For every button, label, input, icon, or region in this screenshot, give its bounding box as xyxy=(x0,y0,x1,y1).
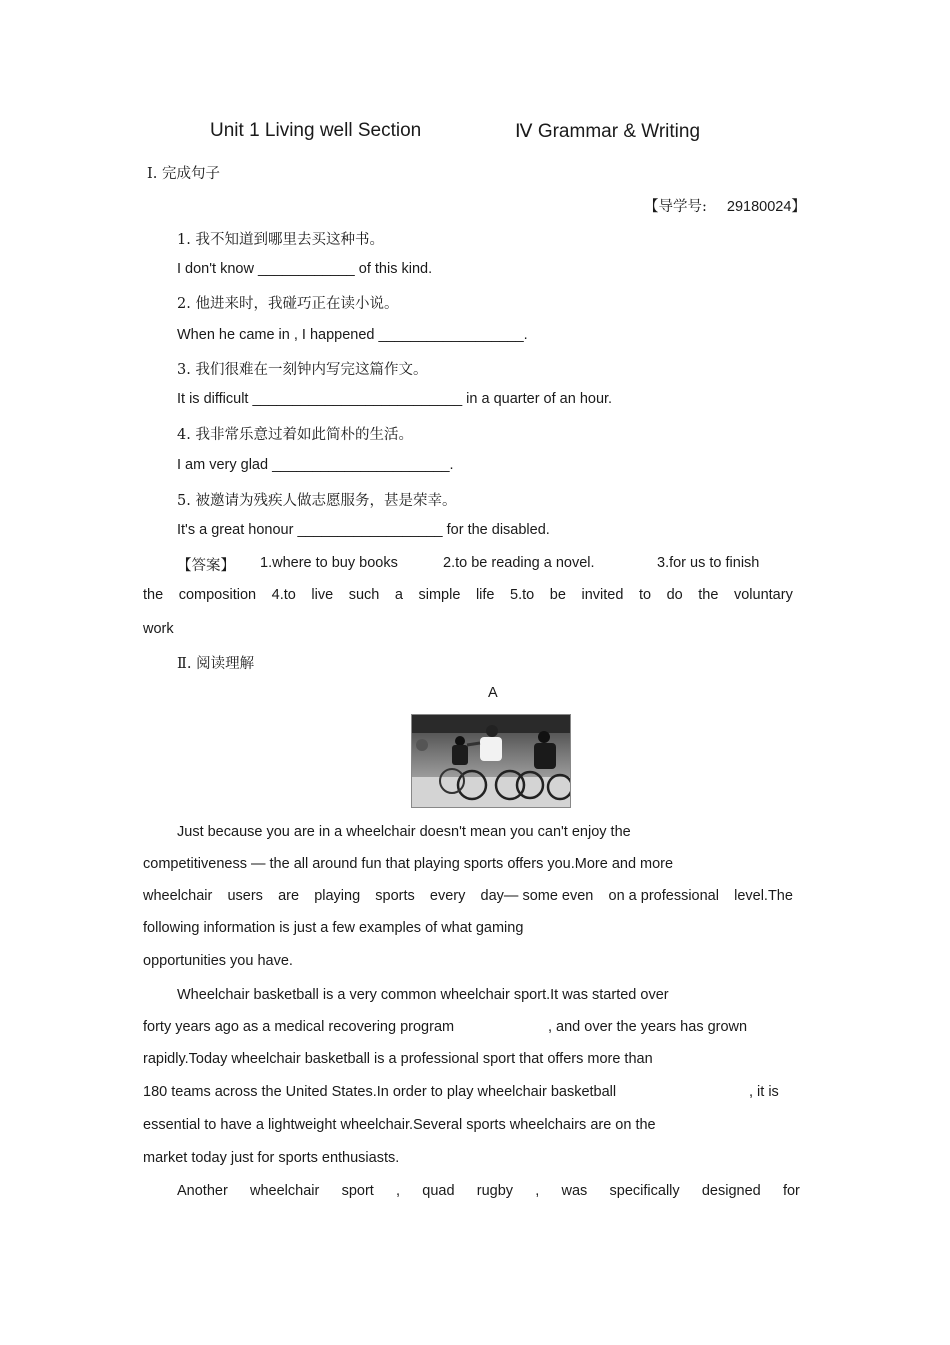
passage-p1-line2: competitiveness — the all around fun that playing sports offers you.More and more xyxy=(143,856,674,872)
exercise-3-english: It is difficult __________________________ in a quarter of an hour. xyxy=(177,391,613,407)
passage-p2-line1: Wheelchair basketball is a very common wheelchair sport.It was started over xyxy=(177,987,669,1003)
passage-word: , xyxy=(396,1183,401,1199)
wheelchair-basketball-photo xyxy=(411,714,571,808)
answer-3: 3.for us to finish xyxy=(657,555,760,571)
passage-word: specifically xyxy=(609,1183,680,1199)
answer-word: the xyxy=(698,587,719,603)
answer-word: to xyxy=(638,587,652,603)
exercise-1-chinese: 1. 我不知道到哪里去买这种书。 xyxy=(177,232,384,248)
exercise-3-chinese: 3. 我们很难在一刻钟内写完这篇作文。 xyxy=(177,362,428,378)
passage-word: for xyxy=(782,1183,800,1199)
passage-word: Another xyxy=(177,1183,228,1199)
passage-word: every xyxy=(429,888,466,904)
answer-1: 1.where to buy books xyxy=(260,555,398,571)
exercise-2-chinese: 2. 他进来时，我碰巧正在读小说。 xyxy=(177,296,399,312)
answer-line-3: work xyxy=(143,621,174,637)
answer-word: 5.to xyxy=(510,587,535,603)
passage-word: quad xyxy=(422,1183,455,1199)
answer-word: simple xyxy=(418,587,461,603)
passage-word: playing xyxy=(314,888,361,904)
passage-word: , xyxy=(535,1183,540,1199)
answer-line-2 xyxy=(143,587,793,603)
document-title-left: Unit 1 Living well Section xyxy=(210,120,422,141)
exercise-2-english: When he came in , I happened __________________. xyxy=(177,327,528,343)
section-1-heading: Ⅰ. 完成句子 xyxy=(147,166,220,182)
answer-word: life xyxy=(475,587,495,603)
passage-word: are xyxy=(278,888,300,904)
passage-word: sport xyxy=(341,1183,374,1199)
passage-p1-line4: following information is just a few examples of what gaming xyxy=(143,920,524,936)
photo-illustration xyxy=(412,715,570,807)
passage-p2-line2b: , and over the years has grown xyxy=(548,1019,748,1035)
answer-word: 4.to xyxy=(271,587,296,603)
passage-p2-line6: market today just for sports enthusiasts. xyxy=(143,1150,400,1166)
passage-word: wheelchair xyxy=(250,1183,320,1199)
exercise-1-english: I don't know ____________ of this kind. xyxy=(177,261,433,277)
answer-word: composition xyxy=(178,587,257,603)
passage-word: day— some even xyxy=(480,888,594,904)
answer-word: a xyxy=(394,587,403,603)
exercise-5-english: It's a great honour __________________ for the disabled. xyxy=(177,522,550,538)
exercise-5-chinese: 5. 被邀请为残疾人做志愿服务，甚是荣幸。 xyxy=(177,493,457,509)
passage-p1-line5: opportunities you have. xyxy=(143,953,293,969)
passage-word: wheelchair xyxy=(143,888,213,904)
passage-p2-line2a: forty years ago as a medical recovering program xyxy=(143,1019,455,1035)
passage-p2-line5: essential to have a lightweight wheelchair.Several sports wheelchairs are on the xyxy=(143,1117,656,1133)
answer-word: voluntary xyxy=(733,587,793,603)
passage-word: sports xyxy=(375,888,415,904)
document-title-right: Ⅳ Grammar & Writing xyxy=(515,121,701,142)
passage-p1-line3 xyxy=(143,888,793,904)
exercise-4-english: I am very glad ______________________. xyxy=(177,457,454,473)
guide-number-value: 29180024】 xyxy=(726,199,806,215)
answer-word: the xyxy=(143,587,164,603)
guide-label: 【导学号: xyxy=(644,199,707,215)
answer-word: invited xyxy=(581,587,624,603)
passage-p2-line3: rapidly.Today wheelchair basketball is a professional sport that offers more than xyxy=(143,1051,653,1067)
answer-word: be xyxy=(549,587,566,603)
answer-2: 2.to be reading a novel. xyxy=(443,555,595,571)
passage-p2-line4a: 180 teams across the United States.In order to play wheelchair basketball xyxy=(143,1084,617,1100)
passage-p2-line4b: , it is xyxy=(749,1084,779,1100)
passage-word: level.The xyxy=(734,888,793,904)
section-2-heading: Ⅱ. 阅读理解 xyxy=(177,656,255,672)
answer-word: live xyxy=(311,587,334,603)
answer-word: such xyxy=(348,587,380,603)
guide-number xyxy=(644,195,806,216)
passage-p1-line1: Just because you are in a wheelchair doesn't mean you can't enjoy the xyxy=(177,824,631,840)
answer-label: 【答案】 xyxy=(177,558,235,574)
passage-word: was xyxy=(561,1183,588,1199)
passage-word: users xyxy=(227,888,263,904)
passage-p3-line1 xyxy=(177,1183,800,1199)
answer-word: do xyxy=(666,587,683,603)
passage-label: A xyxy=(488,685,498,701)
passage-word: rugby xyxy=(476,1183,514,1199)
passage-word: on a professional xyxy=(608,888,719,904)
exercise-4-chinese: 4. 我非常乐意过着如此简朴的生活。 xyxy=(177,427,413,443)
passage-word: designed xyxy=(701,1183,761,1199)
